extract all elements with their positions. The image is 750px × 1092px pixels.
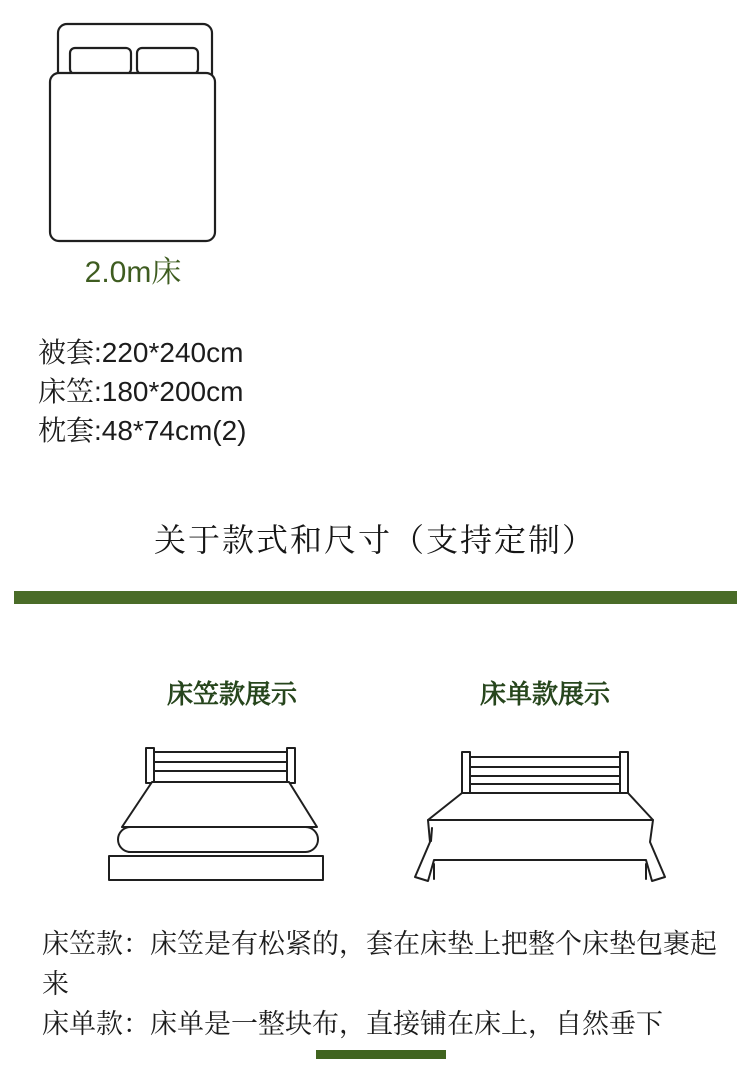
pillow-left-shape	[70, 48, 131, 74]
spec-list	[38, 333, 247, 450]
green-divider	[14, 591, 737, 604]
bed-top-view-icon	[48, 20, 218, 245]
sheet-fold-line	[431, 828, 432, 841]
mattress-edge-roll	[118, 827, 318, 852]
section-title: 关于款式和尺寸（支持定制）	[153, 522, 596, 558]
headboard-post-right	[287, 748, 295, 783]
pillow-right-shape	[137, 48, 198, 74]
bed-base	[109, 856, 323, 880]
flat-sheet-style-header: 床单款展示	[479, 679, 610, 709]
bottom-accent-bar	[316, 1050, 446, 1059]
fitted-sheet-style-header: 床笠款展示	[166, 679, 297, 709]
headboard-post-left	[462, 752, 470, 793]
fitted-sheet-mattress-shape	[122, 782, 317, 827]
spec-fitted-sheet: 床笠:180*200cm	[38, 376, 244, 407]
bed-size-label: 2.0m床	[84, 256, 182, 289]
spec-pillowcase: 枕套:48*74cm(2)	[38, 415, 247, 446]
mattress-shape	[50, 73, 215, 241]
style-descriptions	[42, 924, 732, 1044]
flat-sheet-description: 床单款：床单是一整块布，直接铺在床上，自然垂下	[42, 1009, 663, 1039]
draped-sheet-shape	[415, 793, 665, 881]
headboard-post-right	[620, 752, 628, 793]
spec-duvet-cover: 被套:220*240cm	[38, 337, 244, 368]
headboard-post-left	[146, 748, 154, 783]
fitted-sheet-description: 床笠款：床笠是有松紧的，套在床垫上把整个床垫包裹起来	[42, 929, 717, 999]
flat-sheet-bed-icon	[401, 740, 673, 888]
fitted-sheet-bed-icon	[105, 740, 335, 888]
